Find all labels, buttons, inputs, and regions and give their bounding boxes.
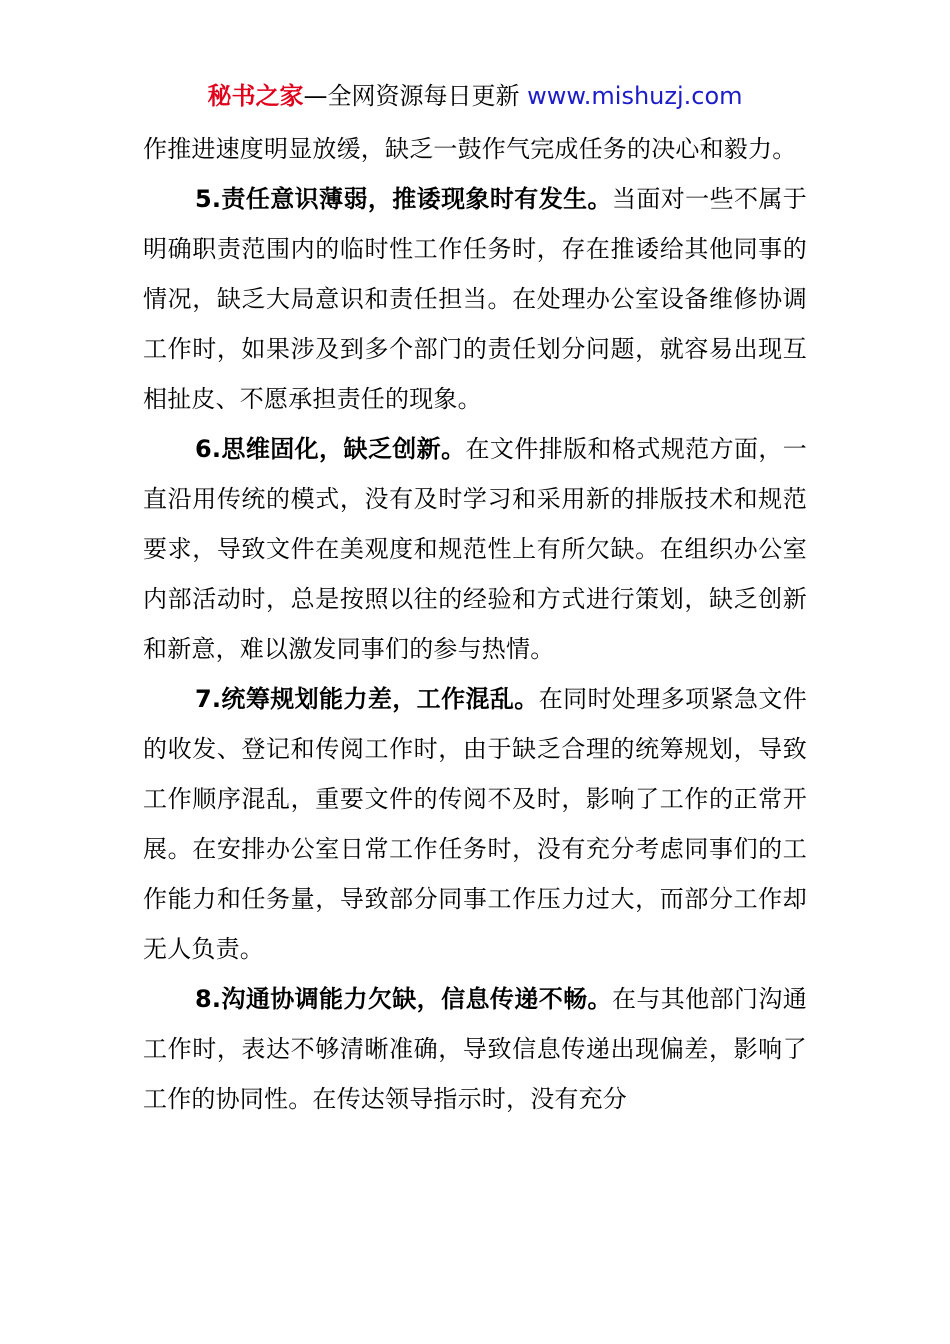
document-body xyxy=(143,124,807,1124)
site-header xyxy=(0,80,950,112)
paragraph-item-8 xyxy=(143,974,807,1124)
site-url[interactable]: www.mishuzj.com xyxy=(527,82,743,110)
paragraph-item-6 xyxy=(143,424,807,674)
paragraph-heading: 8.沟通协调能力欠缺，信息传递不畅。 xyxy=(195,985,612,1013)
paragraph-body: 在同时处理多项紧急文件的收发、登记和传阅工作时，由于缺乏合理的统筹规划，导致工作顺序混乱，重要文件的传阅不及时，影响了工作的正常开展。在安排办公室日常工作任务时，没有充分考虑同事们的工作能力和任务量，导致部分同事工作压力过大，而部分工作却无人负责。 xyxy=(143,685,807,963)
paragraph-heading: 7.统筹规划能力差，工作混乱。 xyxy=(195,685,539,713)
paragraph-body: 作推进速度明显放缓，缺乏一鼓作气完成任务的决心和毅力。 xyxy=(143,135,797,163)
paragraph-heading: 6.思维固化，缺乏创新。 xyxy=(195,435,466,463)
paragraph-item-5 xyxy=(143,174,807,424)
paragraph-body: 当面对一些不属于明确职责范围内的临时性工作任务时，存在推诿给其他同事的情况，缺乏大局意识和责任担当。在处理办公室设备维修协调工作时，如果涉及到多个部门的责任划分问题，就容易出现互相扯皮、不愿承担责任的现象。 xyxy=(143,185,807,413)
paragraph-item-7 xyxy=(143,674,807,974)
header-tagline: —全网资源每日更新 xyxy=(303,82,528,110)
paragraph-continuation xyxy=(143,124,807,174)
paragraph-body: 在与其他部门沟通工作时，表达不够清晰准确，导致信息传递出现偏差，影响了工作的协同性。在传达领导指示时，没有充分 xyxy=(143,985,807,1113)
brand-name: 秘书之家 xyxy=(207,82,304,110)
paragraph-body: 在文件排版和格式规范方面，一直沿用传统的模式，没有及时学习和采用新的排版技术和规范要求，导致文件在美观度和规范性上有所欠缺。在组织办公室内部活动时，总是按照以往的经验和方式进行策划，缺乏创新和新意，难以激发同事们的参与热情。 xyxy=(143,435,807,663)
paragraph-heading: 5.责任意识薄弱，推诿现象时有发生。 xyxy=(195,185,612,213)
